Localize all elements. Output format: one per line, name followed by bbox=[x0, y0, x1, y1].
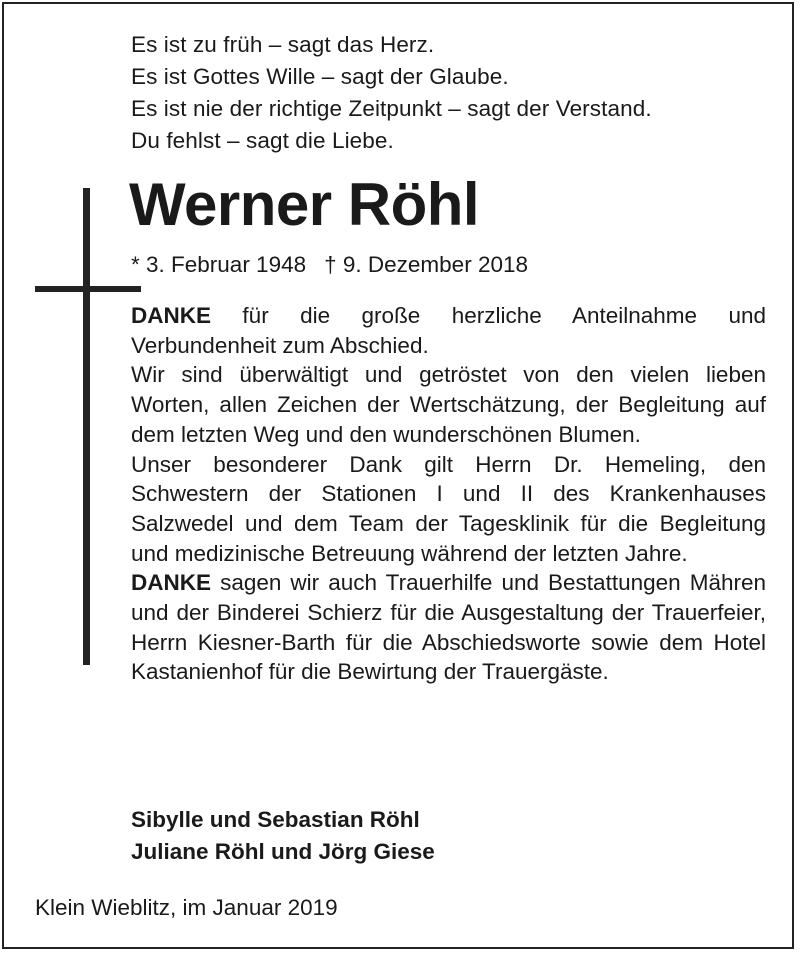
paragraph: DANKE sagen wir auch Trauerhilfe und Bestattungen Mähren und der Binderei Schierz für die Ausgestaltung der Trauerfeier, Herrn Kiesner-Barth für die Abschiedsworte sowie dem Hotel Kastanienhof für die Bewirtung der Trauergäste. bbox=[131, 570, 766, 685]
life-dates bbox=[131, 249, 528, 281]
signer-line: Sibylle und Sebastian Röhl bbox=[131, 807, 420, 832]
poem-line: Du fehlst – sagt die Liebe. bbox=[131, 128, 394, 153]
poem-line: Es ist zu früh – sagt das Herz. bbox=[131, 32, 435, 57]
thanks-text bbox=[131, 301, 766, 687]
paragraph-lead: DANKE bbox=[131, 303, 212, 328]
paragraph: DANKE für die große herzliche Anteilnahme und Verbundenheit zum Abschied. bbox=[131, 303, 766, 358]
signer-line: Juliane Röhl und Jörg Giese bbox=[131, 839, 435, 864]
signers bbox=[131, 804, 435, 868]
poem-line: Es ist nie der richtige Zeitpunkt – sagt der Verstand. bbox=[131, 96, 652, 121]
poem bbox=[131, 29, 652, 157]
birth-date: * 3. Februar 1948 bbox=[131, 252, 307, 277]
death-date: † 9. Dezember 2018 bbox=[324, 252, 528, 277]
cross-icon bbox=[83, 188, 90, 665]
paragraph-lead: DANKE bbox=[131, 570, 212, 596]
poem-line: Es ist Gottes Wille – sagt der Glaube. bbox=[131, 64, 509, 89]
paragraph: Wir sind überwältigt und getröstet von den vielen lieben Worten, allen Zeichen der Wertschätzung, der Begleitung auf dem letzten Weg und den wunderschönen Blumen. bbox=[131, 362, 766, 447]
deceased-name: Werner Röhl bbox=[129, 171, 480, 238]
place-date: Klein Wieblitz, im Januar 2019 bbox=[35, 895, 338, 920]
cross-icon-bar bbox=[35, 286, 141, 292]
paragraph: Unser besonderer Dank gilt Herrn Dr. Hemeling, den Schwestern der Stationen I und II des Krankenhauses Salzwedel und dem Team der Tagesklinik für die Begleitung und medizinische Betreuung während der letzten Jahre. bbox=[131, 451, 766, 566]
